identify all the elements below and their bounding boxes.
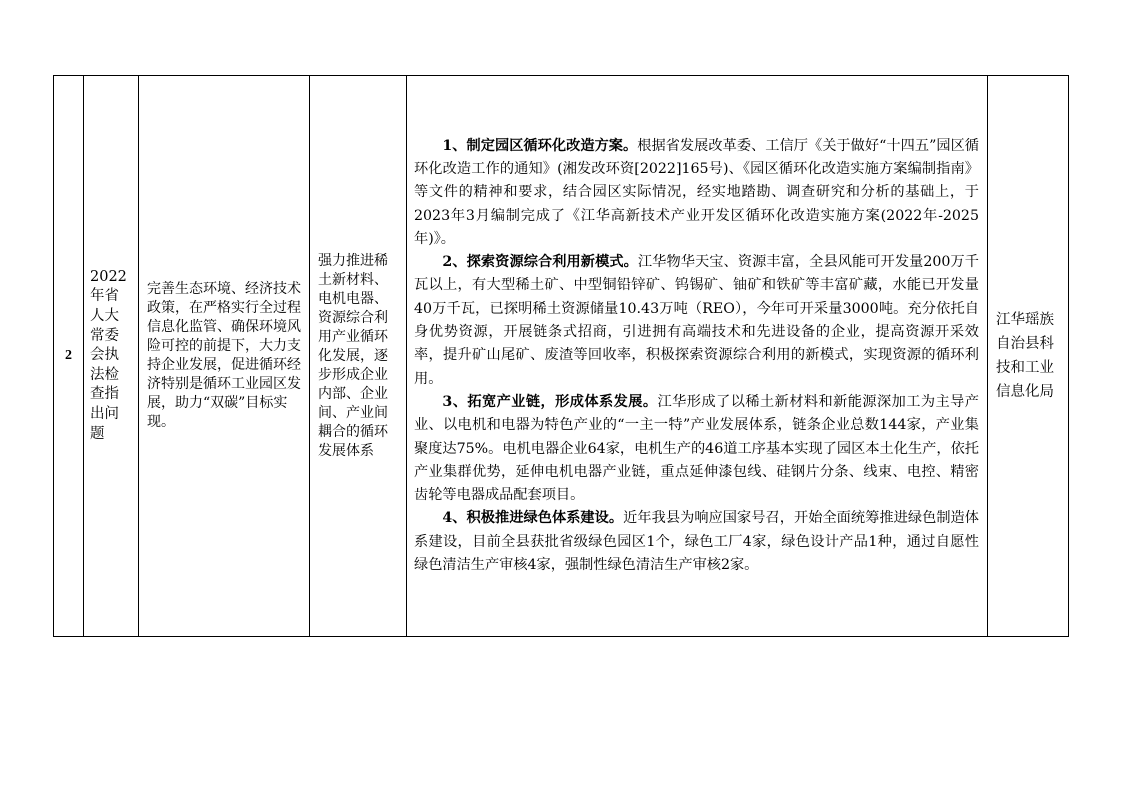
department-cell	[988, 76, 1069, 637]
task-text: 强力推进稀土新材料、电机电器、资源综合利用产业循环化发展，逐步形成企业内部、企业间、产业间耦合的循环发展体系	[318, 252, 388, 459]
row-number-cell	[54, 76, 84, 637]
department-text: 江华瑶族自治县科技和工业信息化局	[996, 312, 1054, 400]
source-text: 2022年省人大常委会执法检查指出问题	[90, 268, 127, 442]
requirement-cell	[139, 76, 310, 637]
measure-heading: 2、探索资源综合利用新模式。	[442, 254, 638, 271]
source-cell	[84, 76, 139, 637]
measure-paragraph	[414, 507, 979, 577]
measure-paragraph	[414, 135, 979, 251]
measure-heading: 4、积极推进绿色体系建设。	[442, 510, 624, 527]
measure-body: 近年我县为响应国家号召，开始全面统筹推进绿色制造体系建设，目前全县获批省级绿色园区1个，绿色工厂4家，绿色设计产品1种，通过自愿性绿色清洁生产审核4家，强制性绿色清洁生产审核2家。	[414, 510, 979, 574]
measure-body: 江华形成了以稀土新材料和新能源深加工为主导产业、以电机和电器为特色产业的“一主一特”产业发展体系，链条企业总数144家，产业集聚度达75%。电机电器企业64家，电机生产的46道工序基本实现了园区本土化生产，依托产业集群优势，延伸电机电器产业链，重点延伸漆包线、硅钢片分条、线束、电控、精密齿轮等电器成品配套项目。	[414, 393, 979, 504]
task-table	[53, 75, 1069, 637]
measure-paragraph	[414, 251, 979, 391]
requirement-text: 完善生态环境、经济技术政策，在严格实行全过程信息化监管、确保环境风险可控的前提下，大力支持企业发展，促进循环经济特别是循环工业园区发展，助力“双碳”目标实现。	[147, 281, 301, 430]
measures-text	[407, 135, 987, 578]
table-row	[54, 76, 1069, 637]
measure-body: 江华物华天宝、资源丰富，全县风能可开发量200万千瓦以上，有大型稀土矿、中型铜铅锌矿、钨锡矿、铀矿和铁矿等丰富矿藏，水能已开发量40万千瓦，已探明稀土资源储量10.43万吨（REO），今年可开采量3000吨。充分依托自身优势资源，开展链条式招商，引进拥有高端技术和先进设备的企业，提高资源开采效率，提升矿山尾矿、废渣等回收率，积极探索资源综合利用的新模式，实现资源的循环利用。	[414, 254, 979, 387]
row-number: 2	[65, 348, 72, 363]
measure-heading: 3、拓宽产业链，形成体系发展。	[442, 393, 658, 410]
measure-heading: 1、制定园区循环化改造方案。	[442, 137, 638, 154]
task-cell	[310, 76, 407, 637]
measure-body: 根据省发展改革委、工信厅《关于做好“十四五”园区循环化改造工作的通知》(湘发改环资[2022]165号)、《园区循环化改造实施方案编制指南》等文件的精神和要求，结合园区实际情况，经实地踏勘、调查研究和分析的基础上，于2023年3月编制完成了《江华高新技术产业开发区循环化改造实施方案(2022年-2025年)》。	[414, 137, 979, 247]
measure-paragraph	[414, 391, 979, 507]
measures-cell	[407, 76, 988, 637]
